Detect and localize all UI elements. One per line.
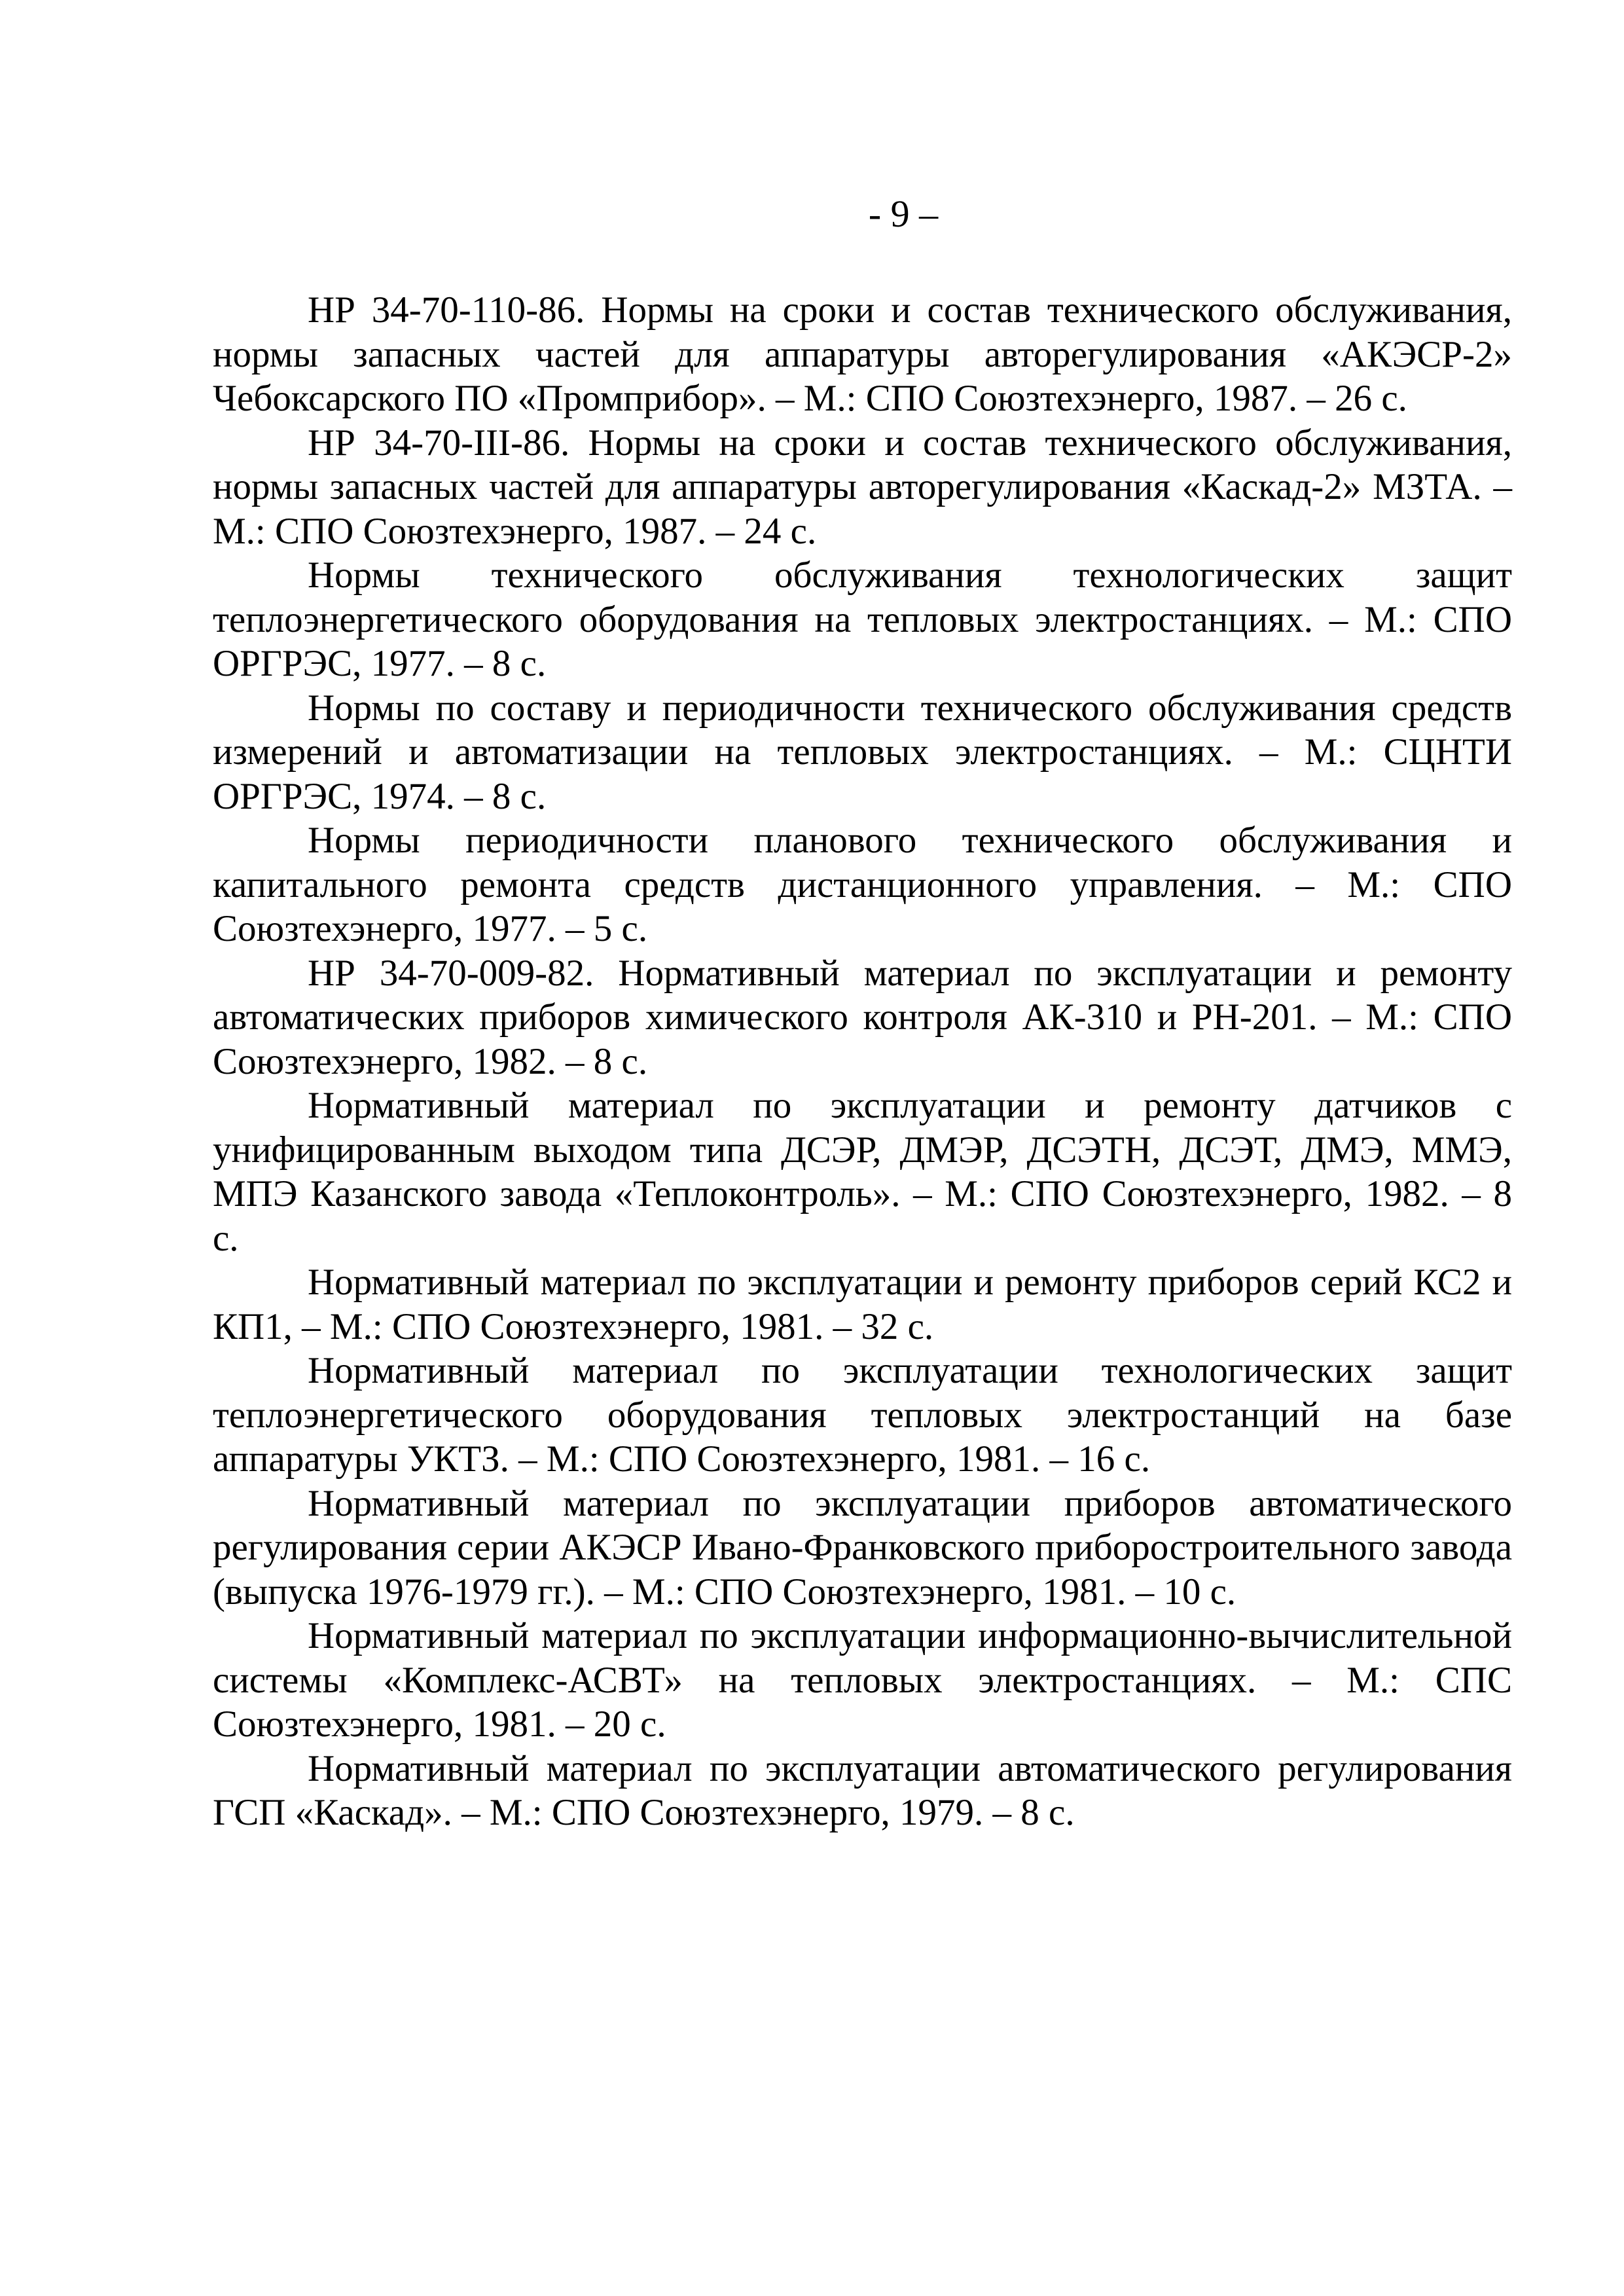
reference-entry: Нормативный материал по эксплуатации и ремонту датчиков с унифицированным выходом типа ДСЭР, ДМЭР, ДСЭТН, ДСЭТ, ДМЭ, ММЭ, МПЭ Казанского завода «Теплоконтроль». – М.: СПО Союзтехэнерго, 1982. – 8 с. (213, 1085, 1512, 1259)
reference-entry: Нормы технического обслуживания технологических защит теплоэнергетического оборудования на тепловых электростанциях. – М.: СПО ОРГРЭС, 1977. – 8 с. (213, 555, 1512, 684)
reference-entry: Нормативный материал по эксплуатации и ремонту приборов серий КС2 и КП1, – М.: СПО Союзтехэнерго, 1981. – 32 с. (213, 1262, 1512, 1347)
reference-list (213, 288, 1512, 1835)
reference-entry: Нормативный материал по эксплуатации приборов автоматического регулирования серии АКЭСР Ивано-Франковского приборостроительного завода (выпуска 1976-1979 гг.). – М.: СПО Союзтехэнерго, 1981. – 10 с. (213, 1482, 1512, 1613)
reference-entry: Нормы по составу и периодичности технического обслуживания средств измерений и автоматизации на тепловых электростанциях. – М.: СЦНТИ ОРГРЭС, 1974. – 8 с. (213, 687, 1512, 817)
reference-entry: Нормативный материал по эксплуатации технологических защит теплоэнергетического оборудования тепловых электростанций на базе аппаратуры УКТЗ. – М.: СПО Союзтехэнерго, 1981. – 16 с. (213, 1350, 1512, 1480)
page-number: - 9 – (868, 192, 939, 235)
reference-entry: Нормы периодичности планового технического обслуживания и капитального ремонта средств дистанционного управления. – М.: СПО Союзтехэнерго, 1977. – 5 с. (213, 820, 1512, 949)
reference-entry: НР 34-70-III-86. Нормы на сроки и состав технического обслуживания, нормы запасных частей для аппаратуры авторегулирования «Каскад-2» МЗТА. – М.: СПО Союзтехэнерго, 1987. – 24 с. (213, 422, 1512, 552)
reference-entry: НР 34-70-110-86. Нормы на сроки и состав технического обслуживания, нормы запасных частей для аппаратуры авторегулирования «АКЭСР-2» Чебоксарского ПО «Промприбор». – М.: СПО Союзтехэнерго, 1987. – 26 с. (213, 289, 1512, 419)
reference-entry: Нормативный материал по эксплуатации автоматического регулирования ГСП «Каскад». – М.: СПО Союзтехэнерго, 1979. – 8 с. (213, 1747, 1512, 1833)
reference-entry: НР 34-70-009-82. Нормативный материал по эксплуатации и ремонту автоматических приборов химического контроля АК-310 и РН-201. – М.: СПО Союзтехэнерго, 1982. – 8 с. (213, 952, 1512, 1082)
reference-entry: Нормативный материал по эксплуатации информационно-вычислительной системы «Комплекс-АСВТ» на тепловых электростанциях. – М.: СПС Союзтехэнерго, 1981. – 20 с. (213, 1615, 1512, 1745)
